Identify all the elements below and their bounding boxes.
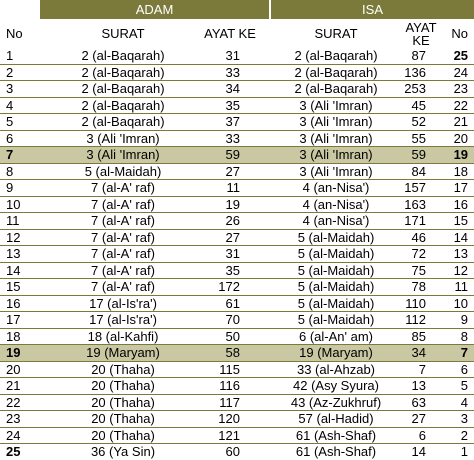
cell-ayat-adam: 50 — [190, 328, 270, 345]
table-row — [0, 246, 474, 263]
table-row — [0, 262, 474, 279]
cell-no-left: 5 — [0, 114, 40, 131]
cell-surat-isa: 5 (al-Maidah) — [270, 312, 402, 329]
cell-surat-isa: 6 (al-An' am) — [270, 328, 402, 345]
cell-ayat-adam: 70 — [190, 312, 270, 329]
cell-no-right: 3 — [444, 411, 474, 428]
column-header-row — [0, 19, 474, 48]
cell-surat-isa: 2 (al-Baqarah) — [270, 81, 402, 98]
cell-ayat-adam: 172 — [190, 279, 270, 296]
cell-surat-adam: 7 (al-A' raf) — [40, 262, 190, 279]
cell-ayat-isa: 46 — [402, 229, 444, 246]
cell-surat-isa: 5 (al-Maidah) — [270, 262, 402, 279]
cell-surat-adam: 17 (al-Is'ra') — [40, 312, 190, 329]
table-row — [0, 81, 474, 98]
cell-surat-adam: 7 (al-A' raf) — [40, 213, 190, 230]
cell-ayat-isa: 85 — [402, 328, 444, 345]
cell-no-left: 1 — [0, 48, 40, 64]
cell-ayat-isa: 63 — [402, 394, 444, 411]
table-row — [0, 48, 474, 64]
cell-ayat-isa: 52 — [402, 114, 444, 131]
cell-surat-isa: 5 (al-Maidah) — [270, 246, 402, 263]
cell-no-left: 16 — [0, 295, 40, 312]
cell-no-right: 17 — [444, 180, 474, 197]
table-row — [0, 114, 474, 131]
cell-ayat-adam: 117 — [190, 394, 270, 411]
cell-surat-adam: 17 (al-Is'ra') — [40, 295, 190, 312]
table-row — [0, 163, 474, 180]
cell-no-left: 4 — [0, 97, 40, 114]
cell-no-right: 4 — [444, 394, 474, 411]
cell-ayat-isa: 78 — [402, 279, 444, 296]
cell-ayat-isa: 84 — [402, 163, 444, 180]
table-row — [0, 64, 474, 81]
cell-ayat-isa: 157 — [402, 180, 444, 197]
cell-surat-adam: 3 (Ali 'Imran) — [40, 130, 190, 147]
cell-surat-adam: 20 (Thaha) — [40, 427, 190, 444]
cell-no-right: 22 — [444, 97, 474, 114]
cell-surat-adam: 20 (Thaha) — [40, 361, 190, 378]
cell-no-left: 15 — [0, 279, 40, 296]
cell-no-right: 11 — [444, 279, 474, 296]
cell-surat-adam: 7 (al-A' raf) — [40, 196, 190, 213]
cell-surat-adam: 19 (Maryam) — [40, 345, 190, 362]
header-ayat-isa-label: AYAT KE — [405, 19, 437, 48]
cell-surat-isa: 3 (Ali 'Imran) — [270, 130, 402, 147]
cell-no-right: 20 — [444, 130, 474, 147]
header-surat-adam: SURAT — [101, 25, 145, 41]
table-row — [0, 394, 474, 411]
table-row — [0, 312, 474, 329]
cell-no-right: 6 — [444, 361, 474, 378]
table-row — [0, 361, 474, 378]
cell-no-left: 7 — [0, 147, 40, 164]
table-row — [0, 279, 474, 296]
cell-no-right: 12 — [444, 262, 474, 279]
table-row — [0, 411, 474, 428]
cell-no-left: 25 — [6, 444, 21, 459]
cell-ayat-adam: 120 — [190, 411, 270, 428]
header-ayat-isa — [402, 19, 444, 48]
cell-no-left: 3 — [0, 81, 40, 98]
cell-surat-adam: 7 (al-A' raf) — [40, 180, 190, 197]
cell-ayat-adam: 27 — [190, 229, 270, 246]
cell-ayat-adam: 121 — [190, 427, 270, 444]
table-row — [0, 328, 474, 345]
cell-no-left: 2 — [0, 64, 40, 81]
cell-no-left: 14 — [0, 262, 40, 279]
cell-no-right: 18 — [444, 163, 474, 180]
cell-ayat-isa: 87 — [402, 48, 444, 64]
table-row — [0, 295, 474, 312]
cell-surat-adam: 7 (al-A' raf) — [40, 279, 190, 296]
cell-no-right: 5 — [444, 378, 474, 395]
cell-surat-adam: 3 (Ali 'Imran) — [40, 147, 190, 164]
cell-no-left: 12 — [0, 229, 40, 246]
cell-no-left: 6 — [0, 130, 40, 147]
cell-no-right: 7 — [444, 345, 474, 362]
cell-ayat-adam: 19 — [190, 196, 270, 213]
cell-ayat-isa: 7 — [402, 361, 444, 378]
cell-surat-adam: 2 (al-Baqarah) — [40, 114, 190, 131]
cell-no-right: 1 — [460, 444, 469, 459]
cell-surat-adam: 20 (Thaha) — [40, 411, 190, 428]
cell-no-left: 23 — [0, 411, 40, 428]
cell-no-right: 19 — [444, 147, 474, 164]
cell-surat-adam: 7 (al-A' raf) — [40, 229, 190, 246]
cell-surat-adam: 5 (al-Maidah) — [40, 163, 190, 180]
cell-ayat-adam: 115 — [190, 361, 270, 378]
cell-no-right: 23 — [444, 81, 474, 98]
cell-no-left: 13 — [0, 246, 40, 263]
cell-ayat-adam: 11 — [190, 180, 270, 197]
cell-no-right: 21 — [444, 114, 474, 131]
cell-ayat-isa: 55 — [402, 130, 444, 147]
cell-ayat-isa: 6 — [402, 427, 444, 444]
cell-ayat-isa: 72 — [402, 246, 444, 263]
cell-ayat-adam: 31 — [190, 48, 270, 64]
header-no-right: No — [451, 25, 469, 41]
cell-no-left: 9 — [0, 180, 40, 197]
cell-ayat-isa: 163 — [402, 196, 444, 213]
cell-surat-adam: 36 (Ya Sin) — [90, 444, 156, 459]
cell-surat-isa: 3 (Ali 'Imran) — [270, 147, 402, 164]
table-row — [0, 427, 474, 444]
cell-ayat-adam: 31 — [190, 246, 270, 263]
cell-no-right: 9 — [444, 312, 474, 329]
cell-no-right: 2 — [444, 427, 474, 444]
cell-ayat-adam: 34 — [190, 81, 270, 98]
header-no-left: No — [6, 25, 23, 41]
table-row — [0, 196, 474, 213]
cell-no-left: 8 — [0, 163, 40, 180]
cell-no-right: 25 — [444, 48, 474, 64]
cell-no-right: 24 — [444, 64, 474, 81]
table-row — [0, 130, 474, 147]
cell-no-left: 24 — [0, 427, 40, 444]
cell-no-right: 10 — [444, 295, 474, 312]
cell-no-left: 19 — [0, 345, 40, 362]
table-body — [0, 48, 474, 460]
cell-ayat-adam: 61 — [190, 295, 270, 312]
cell-surat-isa: 43 (Az-Zukhruf) — [270, 394, 402, 411]
group-spacer — [0, 0, 40, 19]
cell-ayat-adam: 35 — [190, 262, 270, 279]
header-surat-isa: SURAT — [314, 25, 358, 41]
cell-no-left: 17 — [0, 312, 40, 329]
cell-ayat-isa: 14 — [411, 444, 426, 459]
cell-surat-adam: 7 (al-A' raf) — [40, 246, 190, 263]
cell-ayat-adam: 60 — [225, 444, 240, 459]
cell-surat-isa: 57 (al-Hadid) — [270, 411, 402, 428]
cell-no-left: 18 — [0, 328, 40, 345]
cell-ayat-adam: 33 — [190, 64, 270, 81]
table-row — [0, 147, 474, 164]
cell-ayat-isa: 45 — [402, 97, 444, 114]
cell-surat-adam: 18 (al-Kahfi) — [40, 328, 190, 345]
cell-surat-isa: 61 (Ash-Shaf) — [270, 427, 402, 444]
cell-surat-isa: 3 (Ali 'Imran) — [270, 163, 402, 180]
cell-surat-isa: 2 (al-Baqarah) — [270, 48, 402, 64]
cell-ayat-adam: 27 — [190, 163, 270, 180]
cell-no-right: 16 — [444, 196, 474, 213]
cell-surat-adam: 2 (al-Baqarah) — [40, 64, 190, 81]
cell-no-left: 10 — [0, 196, 40, 213]
cell-no-right: 14 — [444, 229, 474, 246]
cell-no-left: 20 — [0, 361, 40, 378]
cell-surat-isa: 42 (Asy Syura) — [270, 378, 402, 395]
table-row — [0, 213, 474, 230]
group-isa: ISA — [270, 0, 474, 19]
cell-ayat-adam: 59 — [190, 147, 270, 164]
cell-ayat-isa: 59 — [402, 147, 444, 164]
cell-surat-isa: 3 (Ali 'Imran) — [270, 114, 402, 131]
table-row — [0, 229, 474, 246]
cell-surat-adam: 2 (al-Baqarah) — [40, 48, 190, 64]
cell-no-left: 21 — [0, 378, 40, 395]
cell-ayat-isa: 110 — [402, 295, 444, 312]
table-row — [0, 345, 474, 362]
cell-surat-isa: 5 (al-Maidah) — [270, 295, 402, 312]
cell-surat-isa: 61 (Ash-Shaf) — [295, 444, 377, 459]
cell-surat-adam: 20 (Thaha) — [40, 394, 190, 411]
cell-ayat-isa: 27 — [402, 411, 444, 428]
cell-surat-isa: 4 (an-Nisa') — [270, 180, 402, 197]
cell-ayat-adam: 37 — [190, 114, 270, 131]
cell-surat-isa: 3 (Ali 'Imran) — [270, 97, 402, 114]
cell-ayat-adam: 58 — [190, 345, 270, 362]
cell-no-right: 15 — [444, 213, 474, 230]
cell-ayat-isa: 112 — [402, 312, 444, 329]
cell-ayat-isa: 171 — [402, 213, 444, 230]
cell-ayat-adam: 35 — [190, 97, 270, 114]
header-ayat-adam: AYAT KE — [204, 25, 256, 41]
cell-no-left: 11 — [0, 213, 40, 230]
group-adam: ADAM — [40, 0, 270, 19]
cell-surat-isa: 5 (al-Maidah) — [270, 229, 402, 246]
cell-ayat-isa: 34 — [402, 345, 444, 362]
cell-ayat-adam: 26 — [190, 213, 270, 230]
cell-no-right: 8 — [444, 328, 474, 345]
cell-no-right: 13 — [444, 246, 474, 263]
table-row — [0, 444, 474, 460]
cell-ayat-adam: 33 — [190, 130, 270, 147]
cell-surat-adam: 20 (Thaha) — [40, 378, 190, 395]
cell-ayat-isa: 75 — [402, 262, 444, 279]
cell-surat-adam: 2 (al-Baqarah) — [40, 81, 190, 98]
cell-surat-isa: 5 (al-Maidah) — [270, 279, 402, 296]
cell-surat-isa: 2 (al-Baqarah) — [270, 64, 402, 81]
cell-ayat-isa: 13 — [402, 378, 444, 395]
cell-ayat-isa: 136 — [402, 64, 444, 81]
cell-surat-isa: 19 (Maryam) — [270, 345, 402, 362]
cell-surat-adam: 2 (al-Baqarah) — [40, 97, 190, 114]
cell-ayat-adam: 116 — [190, 378, 270, 395]
table-row — [0, 180, 474, 197]
table-row — [0, 97, 474, 114]
group-header-row — [0, 0, 474, 19]
table-row — [0, 378, 474, 395]
cell-no-left: 22 — [0, 394, 40, 411]
cell-surat-isa: 4 (an-Nisa') — [270, 196, 402, 213]
cell-ayat-isa: 253 — [402, 81, 444, 98]
cell-surat-isa: 4 (an-Nisa') — [270, 213, 402, 230]
cell-surat-isa: 33 (al-Ahzab) — [270, 361, 402, 378]
